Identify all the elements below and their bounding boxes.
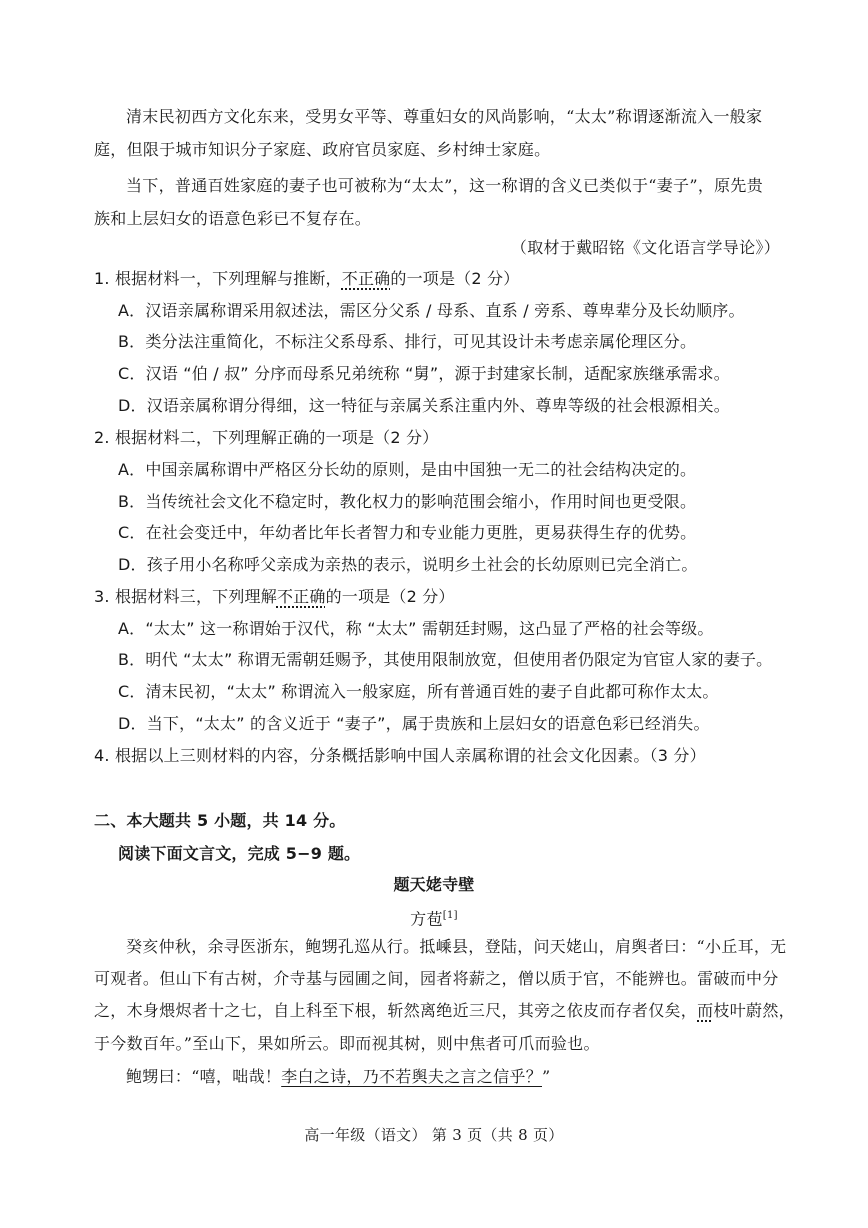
material3-p1-line1: 清末民初西方文化东来，受男女平等、尊重妇女的风尚影响，“太太”称谓逐渐流入一般家 (126, 107, 763, 126)
classical-text-line-5 (126, 1066, 550, 1088)
question-3-option-b: B．明代 “太太” 称谓无需朝廷赐予，其使用限制放宽，但使用者仍限定为官宦人家的妻子。 (118, 650, 773, 669)
section-2-instruction: 阅读下面文言文，完成 5−9 题。 (118, 844, 361, 863)
question-3-option-a: A．“太太” 这一称谓始于汉代，称 “太太” 需朝廷封赐，这凸显了严格的社会等级。 (118, 619, 714, 638)
material3-source: （取材于戴昭铭《文化语言学导论》） (510, 238, 780, 257)
classical-text-line-3 (94, 1000, 795, 1022)
question-3-option-c: C．清末民初，“太太” 称谓流入一般家庭，所有普通百姓的妻子自此都可称作太太。 (118, 682, 719, 701)
page-footer: 高一年级（语文） 第 3 页（共 8 页） (304, 1126, 564, 1144)
classical-text-line-4: 于今数百年。”至山下，果如所云。即而视其树，则中焦者可爪而验也。 (94, 1034, 600, 1053)
question-1-option-a: A．汉语亲属称谓采用叙述法，需区分父系 / 母系、直系 / 旁系、尊卑辈分及长幼顺序。 (118, 301, 745, 320)
question-1-emphasis: 不正确 (341, 269, 391, 288)
question-2-stem: 2. 根据材料二，下列理解正确的一项是（2 分） (94, 428, 439, 447)
material3-p2-line2: 族和上层妇女的语意色彩已不复存在。 (94, 209, 372, 228)
classical-text-line-3-pre: 之，木身煨烬者十之七，自上科至下根，斩然离绝近三尺，其旁之依皮而存者仅矣， (94, 1001, 698, 1020)
question-2-option-d: D．孩子用小名称呼父亲成为亲热的表示，说明乡土社会的长幼原则已完全消亡。 (118, 555, 698, 574)
question-3-stem-pre: 3. 根据材料三，下列理解 (94, 587, 277, 606)
material3-p1-line2: 庭，但限于城市知识分子家庭、政府官员家庭、乡村绅士家庭。 (94, 140, 551, 159)
question-1-stem-post: 的一项是（2 分） (390, 269, 520, 288)
question-3-stem-post: 的一项是（2 分） (325, 587, 455, 606)
classical-text-underlined-sentence: 李白之诗，乃不若舆夫之言之信乎？ (281, 1067, 542, 1086)
material3-p2-line1: 当下，普通百姓家庭的妻子也可被称为“太太”，这一称谓的含义已类似于“妻子”，原先贵 (126, 176, 764, 195)
question-3-emphasis: 不正确 (276, 587, 326, 606)
question-2-option-b: B．当传统社会文化不稳定时，教化权力的影响范围会缩小，作用时间也更受限。 (118, 492, 697, 511)
question-4-stem: 4. 根据以上三则材料的内容，分条概括影响中国人亲属称谓的社会文化因素。（3 分） (94, 746, 706, 765)
question-2-option-c: C．在社会变迁中，年幼者比年长者智力和专业能力更胜，更易获得生存的优势。 (118, 523, 697, 542)
classical-text-line-5-post: ” (542, 1067, 551, 1086)
classical-text-line-1: 癸亥仲秋，余寻医浙东，鲍甥孔巡从行。抵嵊县，登陆，问天姥山，肩舆者曰：“小丘耳，无 (126, 937, 787, 956)
classical-text-line-3-emphasis: 而 (697, 1001, 714, 1020)
classical-text-line-5-pre: 鲍甥曰：“嘻，咄哉！ (126, 1067, 282, 1086)
question-2-option-a: A．中国亲属称谓中严格区分长幼的原则，是由中国独一无二的社会结构决定的。 (118, 460, 697, 479)
question-1-option-d: D．汉语亲属称谓分得细，这一特征与亲属关系注重内外、尊卑等级的社会根源相关。 (118, 396, 730, 415)
question-3-option-d: D．当下，“太太” 的含义近于 “妻子”，属于贵族和上层妇女的语意色彩已经消失。 (118, 714, 710, 733)
author-name: 方苞 (410, 909, 443, 929)
section-2-heading: 二、本大题共 5 小题，共 14 分。 (94, 811, 346, 830)
question-1-option-b: B．类分法注重简化，不标注父系母系、排行，可见其设计未考虑亲属伦理区分。 (118, 332, 697, 351)
classical-text-author (0, 905, 868, 930)
classical-text-line-2: 可观者。但山下有古树，介寺基与园圃之间，园者将薪之，僧以质于官，不能辨也。雷破而中分 (94, 969, 779, 988)
question-3-stem (94, 586, 455, 608)
author-footnote-marker: [1] (442, 910, 458, 921)
question-1-option-c: C．汉语 “伯 / 叔” 分序而母系兄弟统称 “舅”，源于封建家长制，适配家族继承需求。 (118, 364, 730, 383)
classical-text-title: 题天姥寺壁 (393, 875, 475, 894)
question-1-stem (94, 268, 519, 290)
classical-text-line-3-post: 枝叶蔚然， (713, 1001, 795, 1020)
question-1-stem-pre: 1. 根据材料一，下列理解与推断， (94, 269, 342, 288)
